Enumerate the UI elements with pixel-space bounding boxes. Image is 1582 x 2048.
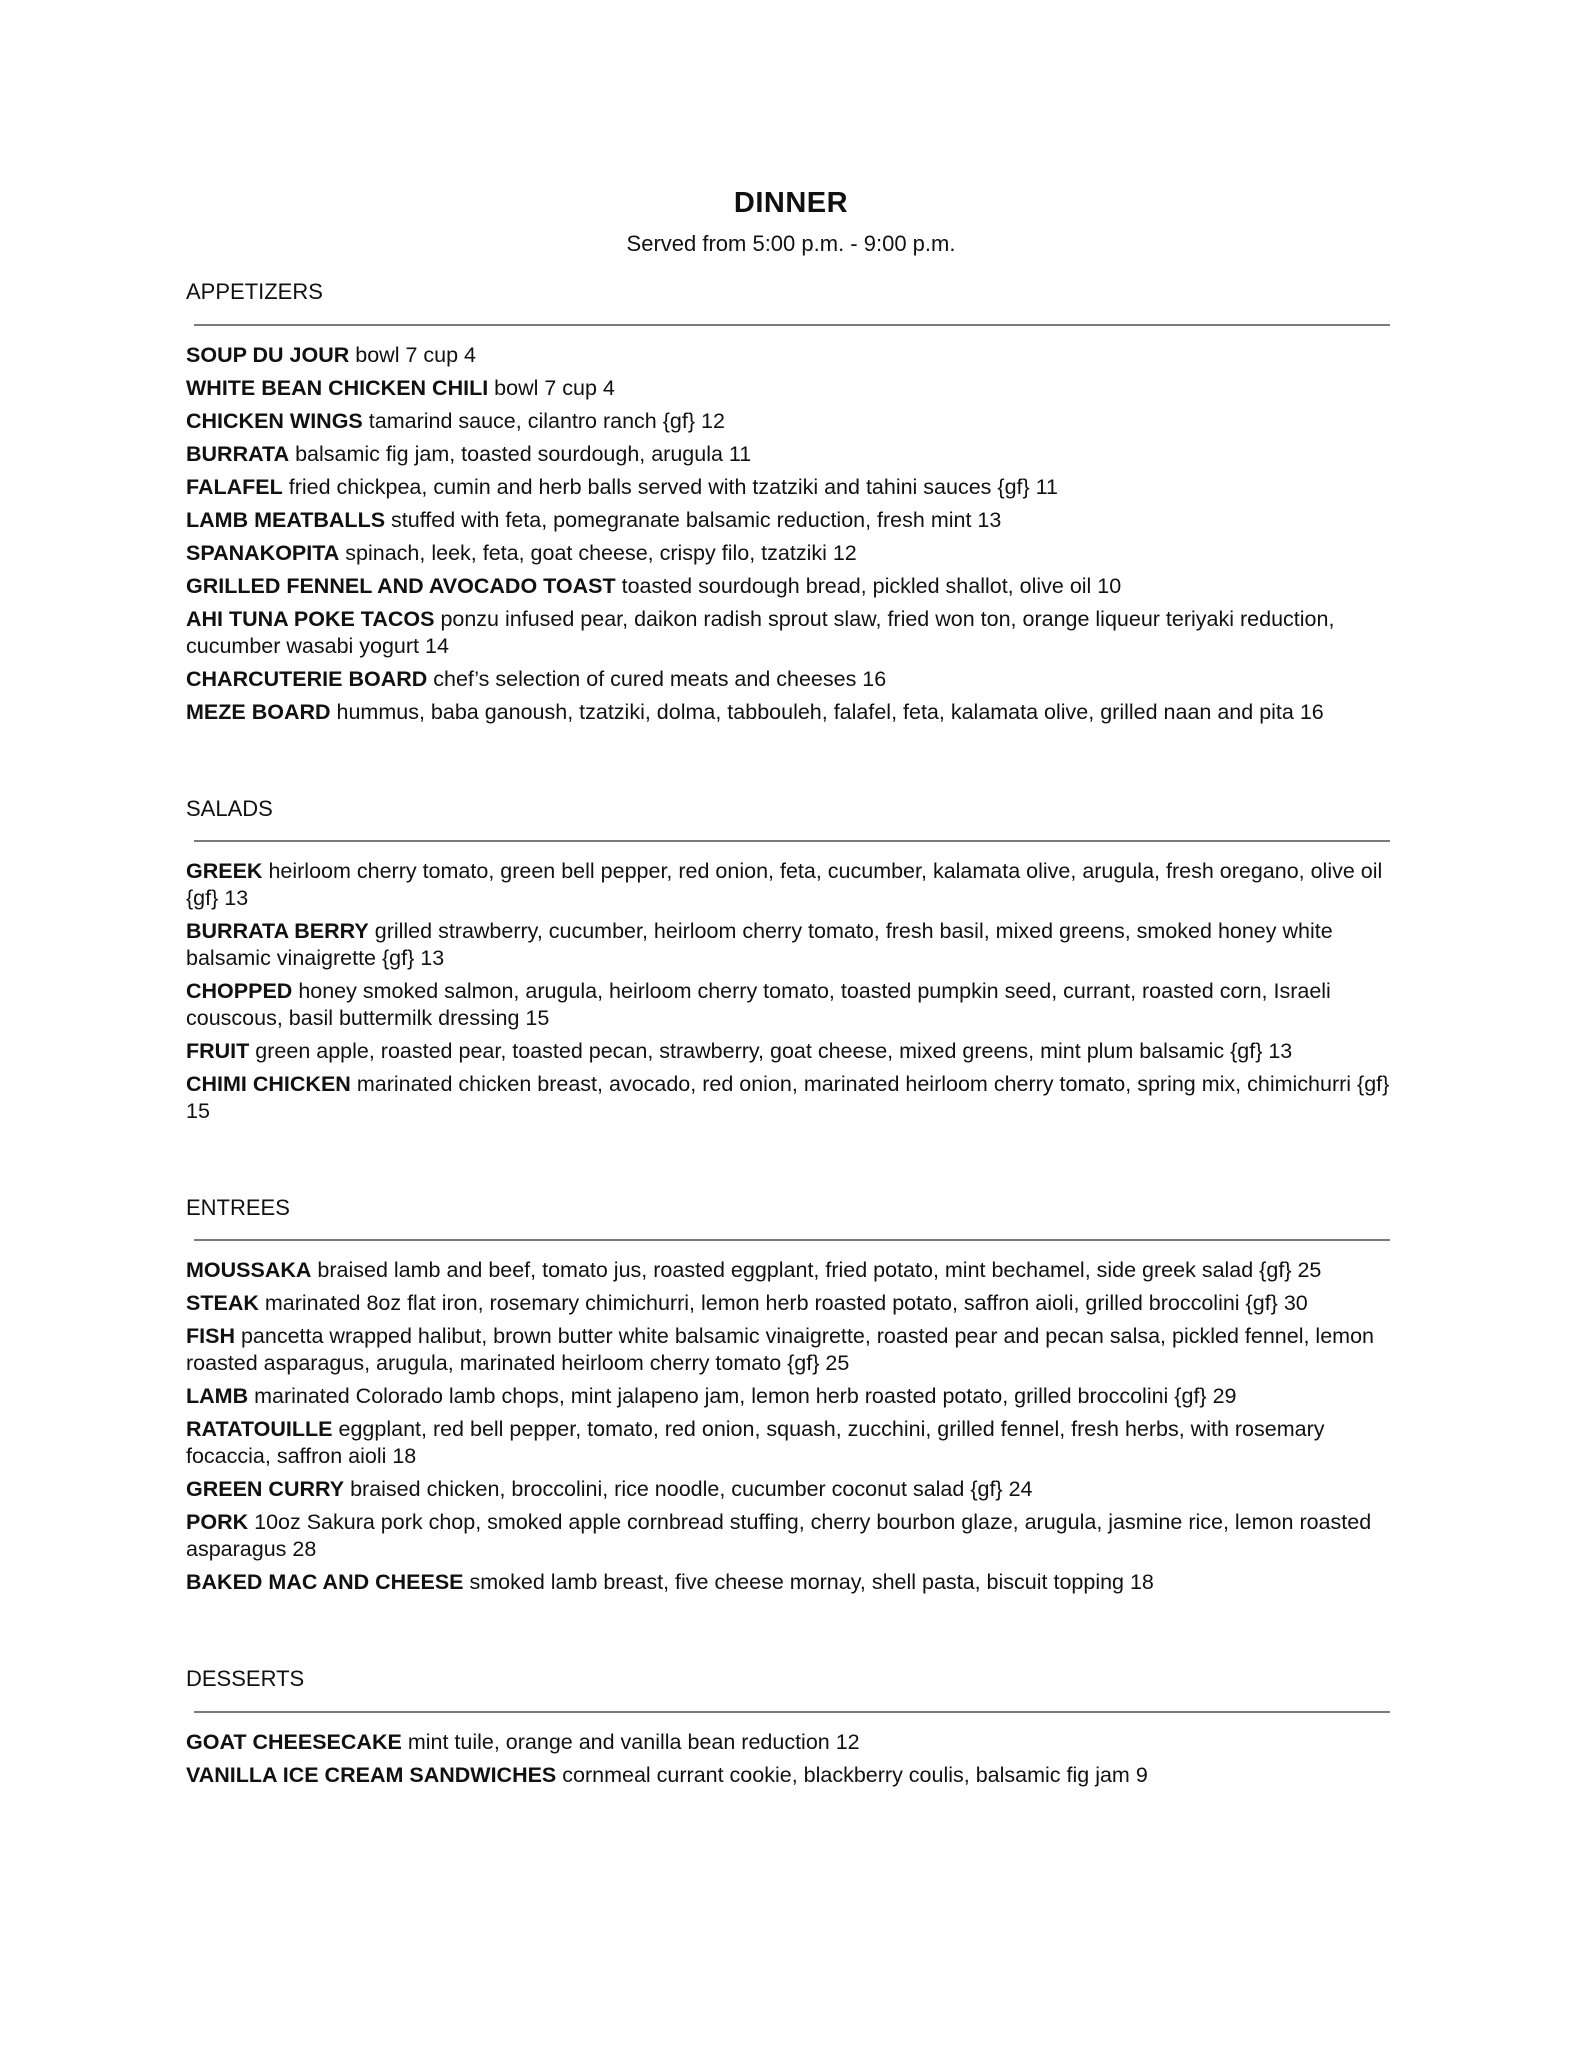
section-divider: [194, 324, 1390, 326]
menu-item-name: LAMB MEATBALLS: [186, 507, 386, 532]
menu-section-desserts: [186, 1666, 1396, 1788]
section-title: ENTREES: [186, 1194, 290, 1220]
menu-item-name: CHICKEN WINGS: [186, 408, 363, 433]
menu-item-name: SOUP DU JOUR: [186, 342, 350, 367]
menu-item: [186, 441, 1396, 468]
menu-item: [186, 606, 1396, 660]
menu-item-description: marinated chicken breast, avocado, red onion, marinated heirloom cherry tomato, spring mix, chimichurri {gf} 15: [186, 1071, 1390, 1123]
page-subtitle: Served from 5:00 p.m. - 9:00 p.m.: [626, 230, 956, 256]
menu-section-entrees: [186, 1195, 1396, 1596]
menu-item-name: GRILLED FENNEL AND AVOCADO TOAST: [186, 573, 616, 598]
menu-item-name: SPANAKOPITA: [186, 540, 340, 565]
section-divider: [194, 840, 1390, 842]
menu-item-description: hummus, baba ganoush, tzatziki, dolma, tabbouleh, falafel, feta, kalamata olive, grilled naan and pita 16: [336, 699, 1324, 724]
menu-item-description: bowl 7 cup 4: [494, 375, 615, 400]
menu-item-description: braised lamb and beef, tomato jus, roasted eggplant, fried potato, mint bechamel, side greek salad {gf} 25: [317, 1258, 1322, 1283]
menu-item: [186, 375, 1396, 402]
menu-item-name: FRUIT: [186, 1038, 250, 1063]
menu-item: [186, 918, 1396, 972]
menu-item-description: mint tuile, orange and vanilla bean reduction 12: [407, 1729, 860, 1754]
menu-item-name: BURRATA: [186, 441, 290, 466]
menu-item-name: BURRATA BERRY: [186, 918, 369, 943]
menu-item: [186, 408, 1396, 435]
menu-item-name: WHITE BEAN CHICKEN CHILI: [186, 375, 489, 400]
menu-item-description: 10oz Sakura pork chop, smoked apple cornbread stuffing, cherry bourbon glaze, arugula, jasmine rice, lemon roasted asparagus 28: [186, 1510, 1372, 1562]
menu-item: [186, 1290, 1396, 1317]
menu-item-description: bowl 7 cup 4: [355, 342, 476, 367]
menu-item-description: braised chicken, broccolini, rice noodle, cucumber coconut salad {gf} 24: [350, 1477, 1033, 1502]
menu-item-description: honey smoked salmon, arugula, heirloom cherry tomato, toasted pumpkin seed, currant, roasted corn, Israeli couscous, basil buttermilk dressing 15: [186, 978, 1331, 1030]
menu-item: [186, 573, 1396, 600]
menu-item: [186, 1038, 1396, 1065]
page-title: DINNER: [733, 187, 849, 219]
menu-sections: [186, 279, 1396, 1789]
menu-section-salads: [186, 796, 1396, 1125]
menu-item-name: STEAK: [186, 1291, 259, 1316]
menu-item: [186, 978, 1396, 1032]
menu-item: [186, 1509, 1396, 1563]
menu-item-description: balsamic fig jam, toasted sourdough, arugula 11: [295, 441, 752, 466]
menu-section-appetizers: [186, 279, 1396, 725]
menu-item-description: fried chickpea, cumin and herb balls served with tzatziki and tahini sauces {gf} 11: [288, 474, 1058, 499]
menu-item-name: GREEK: [186, 858, 263, 883]
menu-item-description: heirloom cherry tomato, green bell pepper, red onion, feta, cucumber, kalamata olive, arugula, fresh oregano, olive oil {gf} 13: [186, 858, 1383, 910]
menu-item-description: cornmeal currant cookie, blackberry coulis, balsamic fig jam 9: [562, 1762, 1148, 1787]
menu-item-description: spinach, leek, feta, goat cheese, crispy filo, tzatziki 12: [345, 540, 857, 565]
menu-item: [186, 1257, 1396, 1284]
section-title: DESSERTS: [186, 1666, 305, 1692]
menu-item-description: eggplant, red bell pepper, tomato, red onion, squash, zucchini, grilled fennel, fresh herbs, with rosemary focaccia, saffron aioli 18: [186, 1417, 1325, 1469]
menu-item-description: marinated 8oz flat iron, rosemary chimichurri, lemon herb roasted potato, saffron aioli, grilled broccolini {gf} 30: [264, 1291, 1308, 1316]
menu-item-description: green apple, roasted pear, toasted pecan, strawberry, goat cheese, mixed greens, mint plum balsamic {gf} 13: [255, 1038, 1293, 1063]
menu-item-name: PORK: [186, 1510, 249, 1535]
menu-item: [186, 1569, 1396, 1596]
menu-item: [186, 1762, 1396, 1789]
section-divider: [194, 1711, 1390, 1713]
menu-item: [186, 1071, 1396, 1125]
menu-item-description: grilled strawberry, cucumber, heirloom cherry tomato, fresh basil, mixed greens, smoked honey white balsamic vinaigrette {gf} 13: [186, 918, 1333, 970]
menu-item: [186, 1476, 1396, 1503]
menu-item-description: tamarind sauce, cilantro ranch {gf} 12: [368, 408, 725, 433]
menu-item: [186, 1729, 1396, 1756]
menu-item-description: chef’s selection of cured meats and cheeses 16: [433, 666, 887, 691]
menu-item: [186, 474, 1396, 501]
menu-item-name: LAMB: [186, 1384, 249, 1409]
menu-item-description: stuffed with feta, pomegranate balsamic reduction, fresh mint 13: [391, 507, 1002, 532]
menu-item-name: VANILLA ICE CREAM SANDWICHES: [186, 1762, 557, 1787]
menu-item: [186, 1416, 1396, 1470]
menu-item-description: smoked lamb breast, five cheese mornay, shell pasta, biscuit topping 18: [469, 1570, 1154, 1595]
menu-item-name: MOUSSAKA: [186, 1258, 312, 1283]
menu-item-name: GOAT CHEESECAKE: [186, 1729, 402, 1754]
menu-item-name: CHIMI CHICKEN: [186, 1071, 351, 1096]
menu-item-description: toasted sourdough bread, pickled shallot, olive oil 10: [621, 573, 1122, 598]
menu-item-description: marinated Colorado lamb chops, mint jalapeno jam, lemon herb roasted potato, grilled broccolini {gf} 29: [254, 1384, 1237, 1409]
menu-item: [186, 507, 1396, 534]
menu-item: [186, 666, 1396, 693]
menu-item-name: GREEN CURRY: [186, 1477, 345, 1502]
menu-item: [186, 858, 1396, 912]
menu-item-name: CHARCUTERIE BOARD: [186, 666, 428, 691]
menu-item-description: pancetta wrapped halibut, brown butter white balsamic vinaigrette, roasted pear and pecan salsa, pickled fennel, lemon roasted asparagus, arugula, marinated heirloom cherry tomato {gf} 25: [186, 1324, 1374, 1376]
menu-item-name: FALAFEL: [186, 474, 283, 499]
section-title: APPETIZERS: [186, 279, 323, 305]
menu-item: [186, 342, 1396, 369]
menu-item-description: ponzu infused pear, daikon radish sprout slaw, fried won ton, orange liqueur teriyaki reduction, cucumber wasabi yogurt 14: [186, 606, 1335, 658]
menu-item: [186, 699, 1396, 726]
menu-item-name: RATATOUILLE: [186, 1417, 333, 1442]
menu-item-name: BAKED MAC AND CHEESE: [186, 1570, 464, 1595]
menu-item: [186, 540, 1396, 567]
menu-item-name: FISH: [186, 1324, 235, 1349]
menu-item-name: MEZE BOARD: [186, 699, 331, 724]
section-title: SALADS: [186, 795, 273, 821]
menu-item: [186, 1383, 1396, 1410]
section-divider: [194, 1239, 1390, 1241]
menu-page: [186, 180, 1396, 1795]
menu-item-name: CHOPPED: [186, 978, 293, 1003]
menu-item-name: AHI TUNA POKE TACOS: [186, 606, 435, 631]
menu-item: [186, 1323, 1396, 1377]
